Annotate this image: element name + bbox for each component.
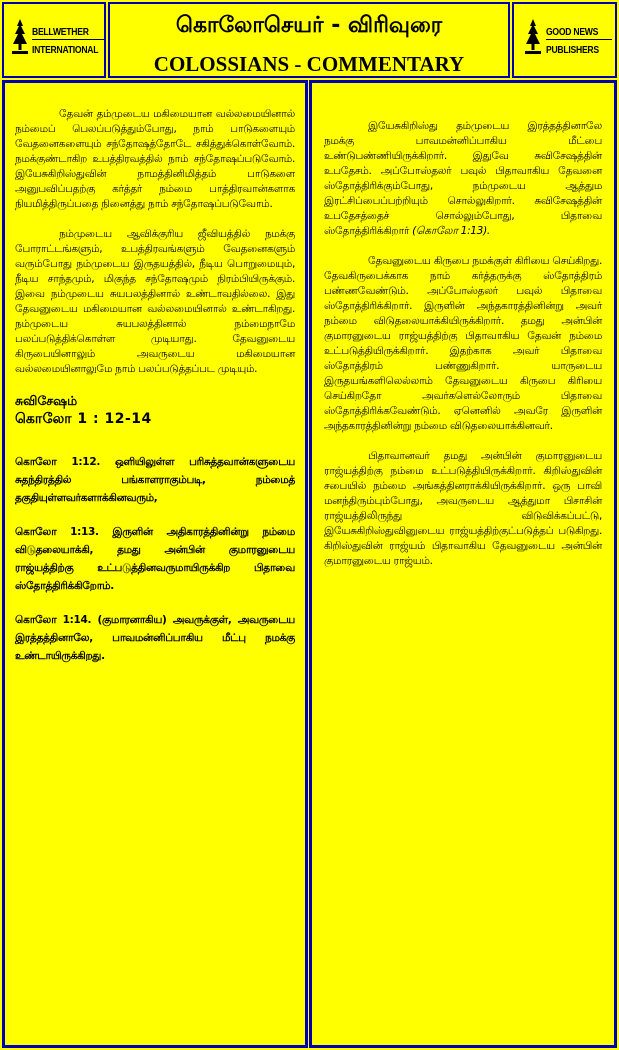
section-title: சுவிசேஷம் <box>15 393 78 408</box>
verse-text: கொலோ 1:12. ஒளியிலுள்ள பரிசுத்தவான்களுடைய சுதந்திரத்தில் பங்காளராகும்படி, நம்மைத் தகுதியுள்ளவர்களாக்கினவரும், <box>15 456 295 504</box>
bellwether-line1: BELLWETHER <box>32 27 89 38</box>
left-column <box>2 80 308 1048</box>
title-box <box>108 2 510 78</box>
title-tamil: கொலோசெயர் - விரிவுரை <box>175 13 443 38</box>
left-column-text <box>15 107 295 681</box>
paragraph-text: இயேசுகிறிஸ்து தம்முடைய இரத்தத்தினாலே நமக்கு பாவமன்னிப்பாகிய மீட்பை உண்டுபண்ணியிருக்கிறார். இதுவே சுவிசேஷத்தின் உபதேசம். அப்போஸ்தலர் பவுல் பிதாவாகிய தேவனை ஸ்தோத்திரிக்கும்போது, நம்முடைய ஆத்தும இரட்சிப்பைப்பற்றியும் சொல்லுகிறார். சுவிசேஷத்தின் உபதேசத்தைச் சொல்லும்போது, பிதாவை ஸ்தோத்திரிக்கிறார் <box>324 120 602 237</box>
bellwether-logo <box>2 2 106 78</box>
good-news-line2: PUBLISHERS <box>546 45 599 56</box>
paragraph: பிதாவானவர் தமது அன்பின் குமாரனுடைய ராஜ்யத்திற்கு நம்மை உட்படுத்தியிருக்கிறார். கிறிஸ்துவின் சபையில் நம்மை அங்கத்தினராக்கியிருக்கிறார். ஒரு பாவி மனந்திரும்பும்போது, அவருடைய ஆத்துமா பிசாசின் ராஜ்யத்திலிருந்து விடுவிக்கப்பட்டு, இயேசுகிறிஸ்துவினுடைய ராஜ்யத்திற்குட்படுத்தப் படுகிறது. கிறிஸ்துவின் ராஜ்யம் பிதாவாகிய தேவனுடைய அன்பின் குமாரனுடைய ராஜ்யம். <box>324 450 602 567</box>
paragraph <box>324 119 602 239</box>
title-english: COLOSSIANS - COMMENTARY <box>153 52 465 76</box>
logo-divider <box>546 39 612 40</box>
section-reference: கொலோ 1 : 12-14 <box>15 411 152 427</box>
bellwether-line2: INTERNATIONAL <box>32 45 99 56</box>
right-column <box>309 80 617 1048</box>
scripture-reference: (கொலோ 1:13). <box>412 225 490 237</box>
good-news-logo <box>512 2 617 78</box>
paragraph: தேவனுடைய கிருபை நமக்குள் கிரியை செய்கிறது. தேவகிருபைக்காக நாம் கர்த்தருக்கு ஸ்தோத்திரம் பண்ணவேண்டும். அப்போஸ்தலர் பவுல் பிதாவை ஸ்தோத்திரிக்கிறார். இருளின் அந்தகாரத்தினின்று அவர் நம்மை விடுதலையாக்கியிருக்கிறார். தமது அன்பின் குமாரனுடைய ராஜ்யத்திற்கு பிதாவாகிய தேவன் நம்மை உட்படுத்தியிருக்கிறார். இதற்காக அவர் பிதாவை ஸ்தோத்திரம் பண்ணுகிறார். யாருடைய இருதயங்களிலெல்லாம் தேவனுடைய கிருபை கிரியை செய்கிறதோ அவர்களெல்லோரும் பிதாவை ஸ்தோத்திரிக்கவேண்டும். ஏனெனில் அவரே இருளின் அந்தகாரத்தினின்று நம்மை விடுதலையாக்கினவர். <box>324 255 602 432</box>
verse-text: கொலோ 1:13. இருளின் அதிகாரத்தினின்று நம்மை விடுதலையாக்கி, தமது அன்பின் குமாரனுடைய ராஜ்யத்திற்கு உட்படுத்தினவருமாயிருக்கிற பிதாவை ஸ்தோத்திரிக்கிறோம். <box>15 526 295 592</box>
bellwether-logo-icon <box>10 18 30 56</box>
verse-text: கொலோ 1:14. (குமாரனாகிய) அவருக்குள், அவருடைய இரத்தத்தினாலே, பாவமன்னிப்பாகிய மீட்பு நமக்கு உண்டாயிருக்கிறது. <box>15 614 295 662</box>
right-column-text <box>324 119 602 584</box>
logo-divider <box>32 39 104 40</box>
good-news-line1: GOOD NEWS <box>546 27 599 38</box>
paragraph: தேவன் தம்முடைய மகிமையான வல்லமையினால் நம்மைப் பெலப்படுத்தும்போது, நாம் பாடுகளையும் வேதனைகளையும் சந்தோஷத்தோடே சகித்துக்கொள்வோம். நமக்குண்டாகிற உபத்திரவத்தில் நாம் சந்தோஷப்படுவோம். இயேசுகிறிஸ்துவின் நாமத்தினிமித்தம் பாடுகளை அனுபவிப்பதற்கு கர்த்தர் நம்மை பாத்திரவான்களாக நியமித்திருப்பதை நினைத்து நாம் சந்தோஷப்படுவோம். <box>15 108 295 210</box>
good-news-logo-icon <box>523 18 543 56</box>
page-header <box>0 0 619 80</box>
paragraph: நம்முடைய ஆவிக்குரிய ஜீவியத்தில் நமக்கு போராட்டங்களும், உபத்திரவங்களும் வேதனைகளும் வரும்போது நம்முடைய இருதயத்தில், நீடிய பொறுமையும், நீடிய சாந்தமும், மிகுந்த சந்தோஷமும் நிரம்பியிருக்கும். இவை நம்முடைய சுயபலத்தினால் உண்டாவதில்லை. இது தேவனுடைய மகிமையான வல்லமையினால் உண்டாகிறது. நம்முடைய சுயபலத்தினால் நம்மைநாமே பலப்படுத்திக்கொள்ள முடியாது. தேவனுடைய கிருபையினாலும் அவருடைய மகிமையான வல்லமையினாலுமே நாம் பலப்படுத்தப்பட முடியும். <box>15 228 295 375</box>
